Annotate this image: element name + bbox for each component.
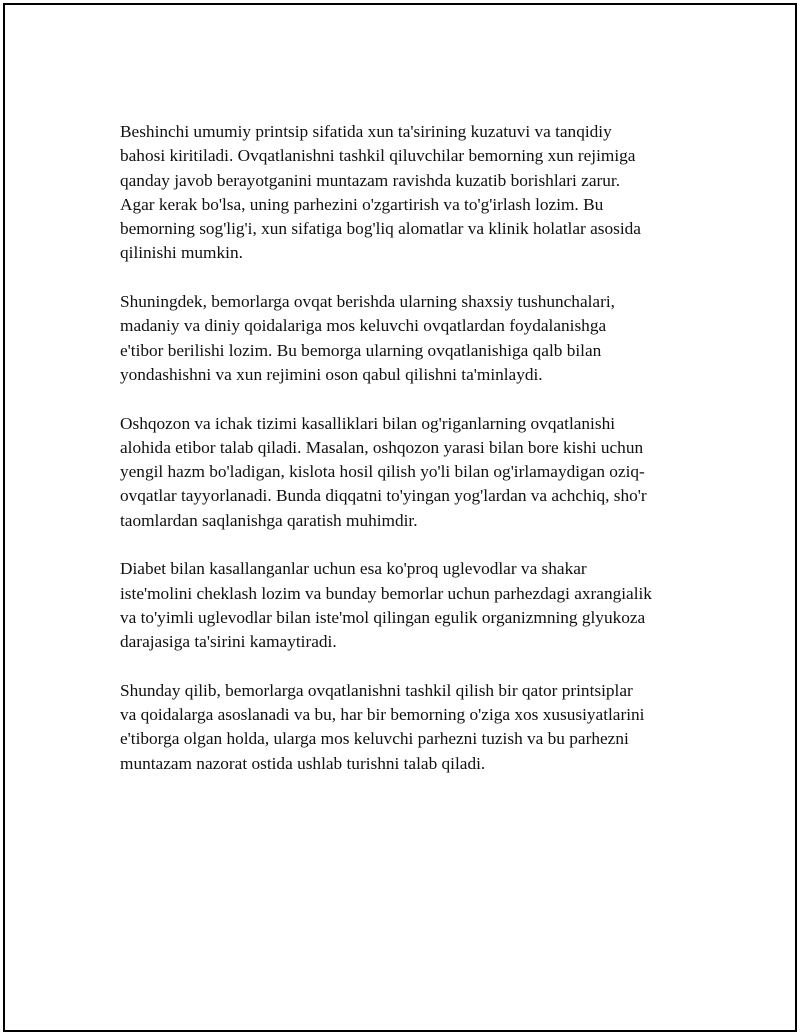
text-line: qilinishi mumkin.: [120, 243, 243, 263]
paragraph-4: [120, 557, 700, 654]
text-line: iste'molini cheklash lozim va bunday bemorlar uchun parhezdagi axrangialik: [120, 583, 652, 603]
text-line: bemorning sog'lig'i, xun sifatiga bog'liq alomatlar va klinik holatlar asosida: [120, 219, 641, 239]
text-line: e'tibor berilishi lozim. Bu bemorga ularning ovqatlanishiga qalb bilan: [120, 340, 602, 360]
text-line: Agar kerak bo'lsa, uning parhezini o'zgartirish va to'g'irlash lozim. Bu: [120, 194, 604, 214]
text-line: Beshinchi umumiy printsip sifatida xun ta'sirining kuzatuvi va tanqidiy: [120, 122, 612, 141]
text-line: muntazam nazorat ostida ushlab turishni talab qiladi.: [120, 753, 486, 773]
text-line: Shunday qilib, bemorlarga ovqatlanishni tashkil qilish bir qator printsiplar: [120, 680, 633, 700]
text-line: taomlardan saqlanishga qaratish muhimdir.: [120, 510, 418, 530]
text-line: ovqatlar tayyorlanadi. Bunda diqqatni to'yingan yog'lardan va achchiq, sho'r: [120, 486, 647, 506]
paragraph-1: [120, 120, 700, 266]
text-line: va to'yimli uglevodlar bilan iste'mol qilingan egulik organizmning glyukoza: [120, 607, 646, 627]
text-line: Shuningdek, bemorlarga ovqat berishda ularning shaxsiy tushunchalari,: [120, 292, 615, 312]
text-line: alohida etibor talab qiladi. Masalan, oshqozon yarasi bilan bore kishi uchun: [120, 437, 644, 457]
paragraph-5: [120, 679, 700, 776]
text-line: qanday javob berayotganini muntazam ravishda kuzatib borishlari zarur.: [120, 170, 621, 190]
page-frame: [3, 3, 797, 1032]
text-line: bahosi kiritiladi. Ovqatlanishni tashkil qiluvchilar bemorning xun rejimiga: [120, 146, 636, 166]
text-line: yengil hazm bo'ladigan, kislota hosil qilish yo'li bilan og'irlamaydigan oziq-: [120, 462, 645, 482]
document-body: [120, 120, 700, 800]
text-line: va qoidalarga asoslanadi va bu, har bir bemorning o'ziga xos xususiyatlarini: [120, 705, 645, 725]
text-line: madaniy va diniy qoidalariga mos keluvchi ovqatlardan foydalanishga: [120, 316, 607, 336]
text-line: yondashishni va xun rejimini oson qabul qilishni ta'minlaydi.: [120, 364, 543, 384]
text-line: darajasiga ta'sirini kamaytiradi.: [120, 632, 337, 652]
text-line: Diabet bilan kasallanganlar uchun esa ko'proq uglevodlar va shakar: [120, 559, 587, 579]
text-line: e'tiborga olgan holda, ularga mos keluvchi parhezni tuzish va bu parhezni: [120, 729, 629, 749]
text-line: Oshqozon va ichak tizimi kasalliklari bilan og'riganlarning ovqatlanishi: [120, 413, 616, 433]
paragraph-2: [120, 290, 700, 387]
paragraph-3: [120, 412, 700, 533]
